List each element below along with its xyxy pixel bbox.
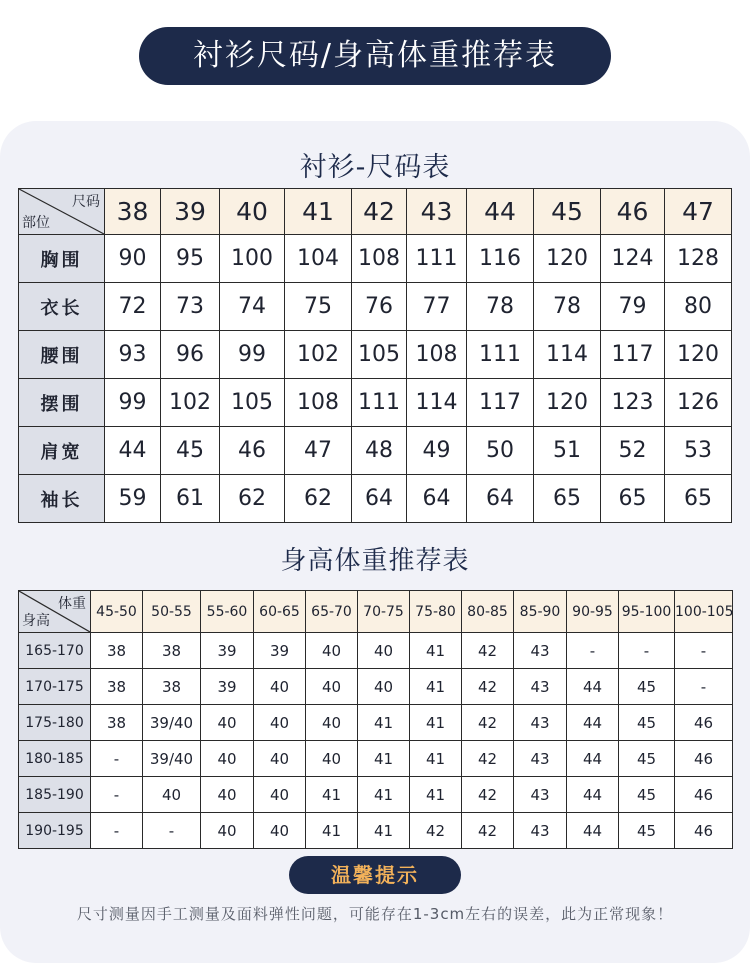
measurement-cell: 74: [220, 283, 285, 331]
weight-header-cell: 45-50: [91, 591, 143, 633]
measurement-cell: 96: [161, 331, 220, 379]
measurement-cell: 62: [285, 475, 352, 523]
recommended-size-cell: 38: [91, 633, 143, 669]
table-row: [19, 283, 732, 331]
recommended-size-cell: 40: [306, 705, 358, 741]
recommended-size-cell: -: [675, 669, 733, 705]
measurement-cell: 77: [407, 283, 467, 331]
recommended-size-cell: 42: [462, 669, 514, 705]
table-row: [19, 331, 732, 379]
table-row: [19, 475, 732, 523]
recommended-size-cell: 38: [143, 669, 201, 705]
table-row: [19, 379, 732, 427]
recommended-size-cell: 39/40: [143, 741, 201, 777]
size-header-cell: 40: [220, 189, 285, 235]
size-chart-corner: [19, 189, 105, 235]
recommended-size-cell: 44: [567, 813, 619, 849]
recommended-size-cell: 40: [306, 741, 358, 777]
measurement-cell: 64: [467, 475, 534, 523]
recommended-size-cell: 42: [462, 705, 514, 741]
recommended-size-cell: 38: [91, 669, 143, 705]
recommended-size-cell: 42: [410, 813, 462, 849]
recommended-size-cell: 45: [619, 777, 675, 813]
measurement-cell: 44: [105, 427, 161, 475]
weight-header-cell: 80-85: [462, 591, 514, 633]
recommended-size-cell: 40: [254, 705, 306, 741]
measurement-cell: 76: [352, 283, 407, 331]
recommended-size-cell: 41: [358, 813, 410, 849]
recommended-size-cell: 39/40: [143, 705, 201, 741]
measurement-cell: 99: [220, 331, 285, 379]
measurement-cell: 105: [352, 331, 407, 379]
measurement-cell: 108: [407, 331, 467, 379]
measurement-cell: 64: [407, 475, 467, 523]
measurement-cell: 116: [467, 235, 534, 283]
weight-header-cell: 95-100: [619, 591, 675, 633]
height-label-cell: 185-190: [19, 777, 91, 813]
measurement-cell: 47: [285, 427, 352, 475]
recommend-chart-table: [18, 590, 733, 849]
recommended-size-cell: 40: [254, 777, 306, 813]
measurement-cell: 48: [352, 427, 407, 475]
measurement-cell: 102: [161, 379, 220, 427]
measurement-cell: 79: [601, 283, 665, 331]
size-header-cell: 41: [285, 189, 352, 235]
measurement-cell: 52: [601, 427, 665, 475]
measurement-cell: 99: [105, 379, 161, 427]
recommended-size-cell: 39: [254, 633, 306, 669]
measurement-cell: 117: [467, 379, 534, 427]
corner-label-part: 部位: [22, 215, 50, 231]
recommended-size-cell: 40: [201, 777, 254, 813]
recommended-size-cell: 40: [201, 741, 254, 777]
measurement-cell: 80: [665, 283, 732, 331]
corner-label-weight: 体重: [58, 596, 86, 612]
size-header-cell: 44: [467, 189, 534, 235]
recommended-size-cell: 40: [201, 705, 254, 741]
measurement-cell: 111: [352, 379, 407, 427]
recommended-size-cell: -: [91, 741, 143, 777]
recommended-size-cell: 39: [201, 633, 254, 669]
measurement-cell: 45: [161, 427, 220, 475]
page-title: 衬衫尺码/身高体重推荐表: [139, 27, 611, 85]
corner-label-height: 身高: [22, 613, 50, 629]
recommended-size-cell: 40: [201, 813, 254, 849]
table-row: [19, 427, 732, 475]
recommend-chart-corner: [19, 591, 91, 633]
corner-label-size: 尺码: [72, 194, 100, 210]
weight-header-cell: 100-105: [675, 591, 733, 633]
recommended-size-cell: 41: [410, 705, 462, 741]
weight-header-cell: 90-95: [567, 591, 619, 633]
measurement-cell: 123: [601, 379, 665, 427]
recommended-size-cell: 42: [462, 777, 514, 813]
height-label-cell: 175-180: [19, 705, 91, 741]
recommended-size-cell: 38: [91, 705, 143, 741]
recommended-size-cell: 40: [254, 741, 306, 777]
recommended-size-cell: 43: [514, 777, 567, 813]
height-label-cell: 170-175: [19, 669, 91, 705]
part-label-cell: 袖长: [19, 475, 105, 523]
recommended-size-cell: 45: [619, 741, 675, 777]
recommended-size-cell: 42: [462, 741, 514, 777]
recommended-size-cell: -: [567, 633, 619, 669]
measurement-cell: 72: [105, 283, 161, 331]
part-label-cell: 胸围: [19, 235, 105, 283]
measurement-cell: 73: [161, 283, 220, 331]
recommended-size-cell: 38: [143, 633, 201, 669]
measurement-cell: 90: [105, 235, 161, 283]
measurement-cell: 111: [407, 235, 467, 283]
recommended-size-cell: 43: [514, 669, 567, 705]
recommended-size-cell: -: [143, 813, 201, 849]
weight-header-cell: 85-90: [514, 591, 567, 633]
measurement-cell: 51: [534, 427, 601, 475]
measurement-cell: 75: [285, 283, 352, 331]
height-label-cell: 165-170: [19, 633, 91, 669]
measurement-cell: 50: [467, 427, 534, 475]
recommended-size-cell: 41: [410, 741, 462, 777]
measurement-cell: 64: [352, 475, 407, 523]
measurement-cell: 108: [285, 379, 352, 427]
height-label-cell: 190-195: [19, 813, 91, 849]
recommended-size-cell: 43: [514, 741, 567, 777]
recommended-size-cell: 40: [254, 813, 306, 849]
recommended-size-cell: 40: [254, 669, 306, 705]
size-header-cell: 39: [161, 189, 220, 235]
table-row: [19, 777, 733, 813]
recommended-size-cell: -: [619, 633, 675, 669]
tip-badge: 温馨提示: [289, 856, 461, 894]
recommended-size-cell: 41: [410, 777, 462, 813]
measurement-cell: 108: [352, 235, 407, 283]
recommended-size-cell: 42: [462, 813, 514, 849]
size-header-cell: 42: [352, 189, 407, 235]
weight-header-cell: 65-70: [306, 591, 358, 633]
measurement-cell: 78: [534, 283, 601, 331]
weight-header-cell: 75-80: [410, 591, 462, 633]
measurement-cell: 93: [105, 331, 161, 379]
recommended-size-cell: 40: [143, 777, 201, 813]
recommended-size-cell: 41: [410, 633, 462, 669]
recommended-size-cell: 40: [306, 633, 358, 669]
recommended-size-cell: 45: [619, 705, 675, 741]
recommended-size-cell: 46: [675, 741, 733, 777]
weight-header-cell: 60-65: [254, 591, 306, 633]
measurement-cell: 53: [665, 427, 732, 475]
measurement-cell: 59: [105, 475, 161, 523]
measurement-cell: 100: [220, 235, 285, 283]
table-row: [19, 669, 733, 705]
recommended-size-cell: 39: [201, 669, 254, 705]
measurement-cell: 102: [285, 331, 352, 379]
recommended-size-cell: 42: [462, 633, 514, 669]
measurement-cell: 49: [407, 427, 467, 475]
size-chart-title: 衬衫-尺码表: [299, 152, 451, 183]
recommended-size-cell: 43: [514, 813, 567, 849]
recommended-size-cell: -: [675, 633, 733, 669]
recommended-size-cell: 43: [514, 705, 567, 741]
recommended-size-cell: 44: [567, 741, 619, 777]
measurement-cell: 46: [220, 427, 285, 475]
measurement-cell: 120: [665, 331, 732, 379]
height-label-cell: 180-185: [19, 741, 91, 777]
measurement-cell: 114: [407, 379, 467, 427]
weight-header-cell: 55-60: [201, 591, 254, 633]
recommended-size-cell: 41: [410, 669, 462, 705]
size-header-cell: 45: [534, 189, 601, 235]
measurement-cell: 104: [285, 235, 352, 283]
recommended-size-cell: 41: [306, 777, 358, 813]
recommended-size-cell: -: [91, 777, 143, 813]
part-label-cell: 衣长: [19, 283, 105, 331]
recommended-size-cell: 46: [675, 777, 733, 813]
recommended-size-cell: 44: [567, 705, 619, 741]
table-row: [19, 813, 733, 849]
recommended-size-cell: 46: [675, 705, 733, 741]
recommended-size-cell: 41: [358, 741, 410, 777]
part-label-cell: 肩宽: [19, 427, 105, 475]
size-header-cell: 38: [105, 189, 161, 235]
measurement-cell: 65: [665, 475, 732, 523]
table-row: [19, 741, 733, 777]
weight-header-cell: 50-55: [143, 591, 201, 633]
recommended-size-cell: 41: [306, 813, 358, 849]
recommended-size-cell: 40: [306, 669, 358, 705]
measurement-cell: 117: [601, 331, 665, 379]
size-header-cell: 47: [665, 189, 732, 235]
recommended-size-cell: 44: [567, 777, 619, 813]
size-header-cell: 46: [601, 189, 665, 235]
recommended-size-cell: 45: [619, 669, 675, 705]
measurement-cell: 128: [665, 235, 732, 283]
measurement-cell: 120: [534, 235, 601, 283]
measurement-cell: 62: [220, 475, 285, 523]
recommended-size-cell: 44: [567, 669, 619, 705]
measurement-cell: 111: [467, 331, 534, 379]
measurement-cell: 65: [534, 475, 601, 523]
measurement-cell: 95: [161, 235, 220, 283]
table-row: [19, 705, 733, 741]
size-header-cell: 43: [407, 189, 467, 235]
table-row: [19, 633, 733, 669]
recommended-size-cell: 41: [358, 777, 410, 813]
measurement-cell: 78: [467, 283, 534, 331]
recommended-size-cell: 40: [358, 633, 410, 669]
table-row: [19, 235, 732, 283]
size-chart-table: [18, 188, 732, 523]
part-label-cell: 腰围: [19, 331, 105, 379]
recommended-size-cell: 40: [358, 669, 410, 705]
measurement-cell: 105: [220, 379, 285, 427]
weight-header-cell: 70-75: [358, 591, 410, 633]
recommended-size-cell: -: [91, 813, 143, 849]
measurement-cell: 120: [534, 379, 601, 427]
measurement-cell: 114: [534, 331, 601, 379]
recommended-size-cell: 45: [619, 813, 675, 849]
recommended-size-cell: 43: [514, 633, 567, 669]
tip-footnote: 尺寸测量因手工测量及面料弹性问题，可能存在1-3cm左右的误差，此为正常现象！: [76, 905, 674, 923]
measurement-cell: 126: [665, 379, 732, 427]
recommend-chart-title: 身高体重推荐表: [280, 546, 470, 576]
measurement-cell: 65: [601, 475, 665, 523]
measurement-cell: 61: [161, 475, 220, 523]
measurement-cell: 124: [601, 235, 665, 283]
part-label-cell: 摆围: [19, 379, 105, 427]
recommended-size-cell: 41: [358, 705, 410, 741]
recommended-size-cell: 46: [675, 813, 733, 849]
